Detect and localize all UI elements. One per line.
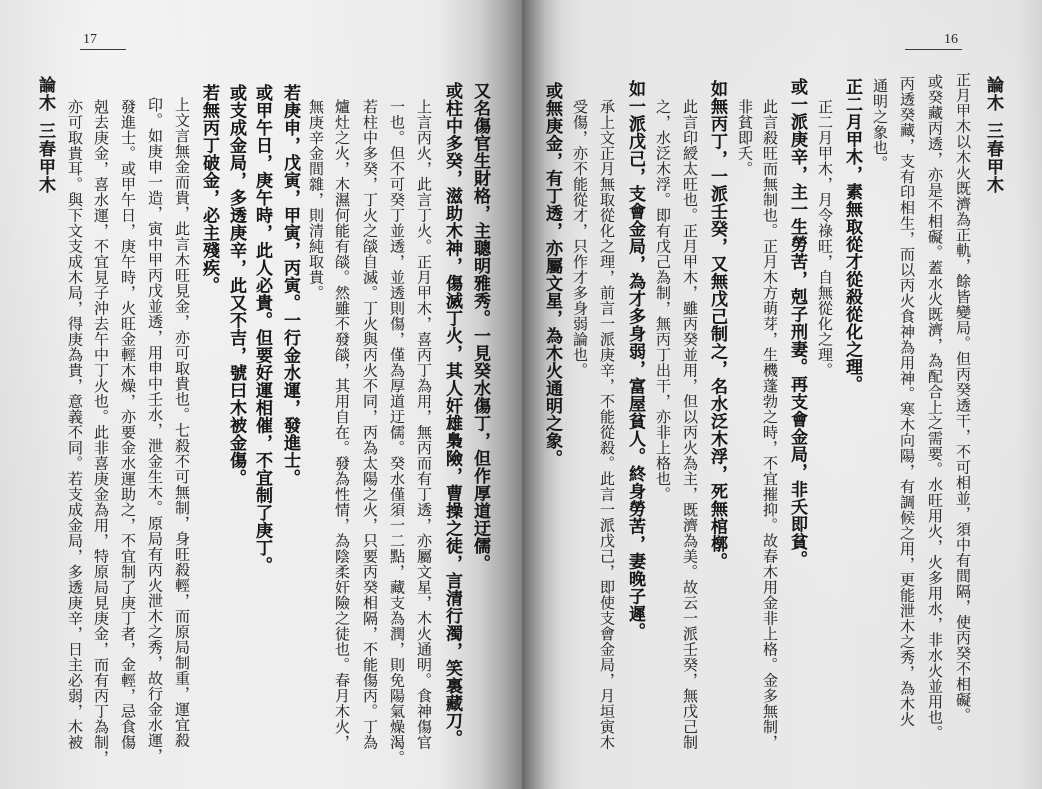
verse-line: 若庚申，戊寅，甲寅，丙寅。一行金水運，發進士。	[280, 84, 300, 487]
commentary-line: 此言印綬太旺也。正月甲木，雖丙癸並用，但以丙火為主，既濟為美。故云一派壬癸，無戊己制	[681, 99, 699, 750]
commentary-line: 通明之象也。	[871, 78, 889, 171]
commentary-line: 一也。但不可癸丁並透，並透則傷，僅為厚道迂儒。癸水僅須一二點，藏支為潤，則免陽氣燥渴。	[388, 99, 406, 766]
verse-line: 如無丙丁，一派壬癸，又無戊己制之，名水泛木浮，死無棺槨。	[707, 80, 727, 570]
verse-line: 如一派戊己，支會金局，為才多身弱，富屋貧人。終身勞苦，妻晚子遲。	[625, 80, 645, 640]
folio-rule	[905, 49, 962, 50]
commentary-line: 丙透癸藏，支有印相生，而以丙火食神為用神。寒木向陽，有調候之用，更能泄木之秀，為木火	[898, 76, 916, 727]
commentary-line: 此言殺旺而無制也。正月木方萌芽，生機蓬勃之時，不宜摧抑。故春木用金非上格。金多無制，	[761, 99, 779, 750]
verse-line: 或甲午日，庚午時，此人必貴。但要好運相催，不宜制了庚丁。	[252, 84, 272, 574]
commentary-line: 正二月甲木，月令祿旺，自無從化之理。	[816, 99, 834, 378]
page-number: 16	[944, 32, 958, 47]
verse-line: 或支成金局，多透庚辛，此又不吉，號曰木被金傷。	[226, 84, 246, 487]
verse-line: 或一派庚辛，主一生勞苦，剋子刑妻。再支會金局，非夭即貧。	[787, 78, 807, 568]
commentary-line: 之，水泛木浮。即有戊己為制，無丙丁出干，亦非上格也。	[654, 99, 672, 502]
right-page	[522, 0, 1042, 789]
commentary-line: 剋去庚金，喜水運，不宜見子沖去午中丁火也。此非喜庚金為用，特原局見庚金，而有丙丁為制，	[92, 99, 110, 766]
commentary-line: 非貧即夭。	[736, 99, 754, 177]
commentary-line: 上文言無金而貴，此言木旺見金，亦可取貴也。七殺不可無制，身旺殺輕，而原局制重，運宜殺	[173, 97, 191, 748]
commentary-line: 或癸藏丙透，亦是不相礙。蓋水火既濟，為配合上之需要。水旺用火，火多用水，非水火並用也。	[926, 74, 944, 741]
verse-line: 又名傷官生財格，主聰明雅秀。一見癸水傷丁，但作厚道迂儒。	[470, 82, 490, 572]
commentary-line: 若柱中多癸，丁火之燄自滅。丁火與丙火不同，丙為太陽之火，只要丙癸相隔，不能傷丙。丁為	[361, 99, 379, 750]
commentary-line: 上言丙火，此言丁火。正月甲木，喜丙丁為用，無丙而有丁透，亦屬文星，木火通明。食神傷官	[415, 99, 433, 750]
commentary-line: 正月甲木以木火既濟為正軌，餘皆變局。但丙癸透干，不可相並，須中有間隔，使丙癸不相礙。	[954, 72, 972, 723]
commentary-line: 受傷，亦不能從才，只作才多身弱論也。	[571, 99, 589, 378]
verse-line: 若無丙丁破金，必主殘疾。	[199, 84, 219, 294]
verse-line: 或無庚金，有丁透，亦屬文星，為木火通明之象。	[542, 82, 562, 467]
running-head-section: 三春甲木	[35, 122, 55, 194]
running-head-chapter: 論木	[983, 76, 1003, 112]
commentary-line: 印。如庚申一造，寅中甲丙戊並透，用申中壬水，泄金生木。原局有丙火泄木之秀，故行金水運，	[146, 97, 164, 764]
page-number: 17	[83, 32, 97, 47]
commentary-line: 爐灶之火，木濕何能有燄。然雖不發燄，其用自在。發為性情，為陰柔奸險之徒也。春月木火，	[333, 99, 351, 750]
commentary-line: 亦可取貴耳。與下文支成木局，得庚為貴，意義不同。若支成金局，多透庚辛，日主必弱，木被	[66, 99, 84, 750]
folio-rule	[80, 49, 126, 50]
verse-line: 或柱中多癸，滋助木神，傷滅丁火，其人奸雄梟險，曹操之徒，言清行濁，笑裏藏刀。	[442, 82, 462, 747]
commentary-line: 發進士。或甲午日，庚午時，火旺金輕木燥，亦要金水運助之，不宜制了庚丁者，金輕，忌食傷	[119, 99, 137, 750]
commentary-line: 承上文正月無取從化之理，前言一派庚辛，不能從殺。此言一派戊己，即使支會金局，月垣寅木	[598, 99, 616, 750]
commentary-line: 無庚辛金間雜，則清純取貴。	[307, 99, 325, 301]
running-head-chapter: 論木	[35, 76, 55, 112]
verse-line: 正二月甲木，素無取從才從殺從化之理。	[842, 78, 862, 393]
running-head-section: 三春甲木	[983, 122, 1003, 194]
